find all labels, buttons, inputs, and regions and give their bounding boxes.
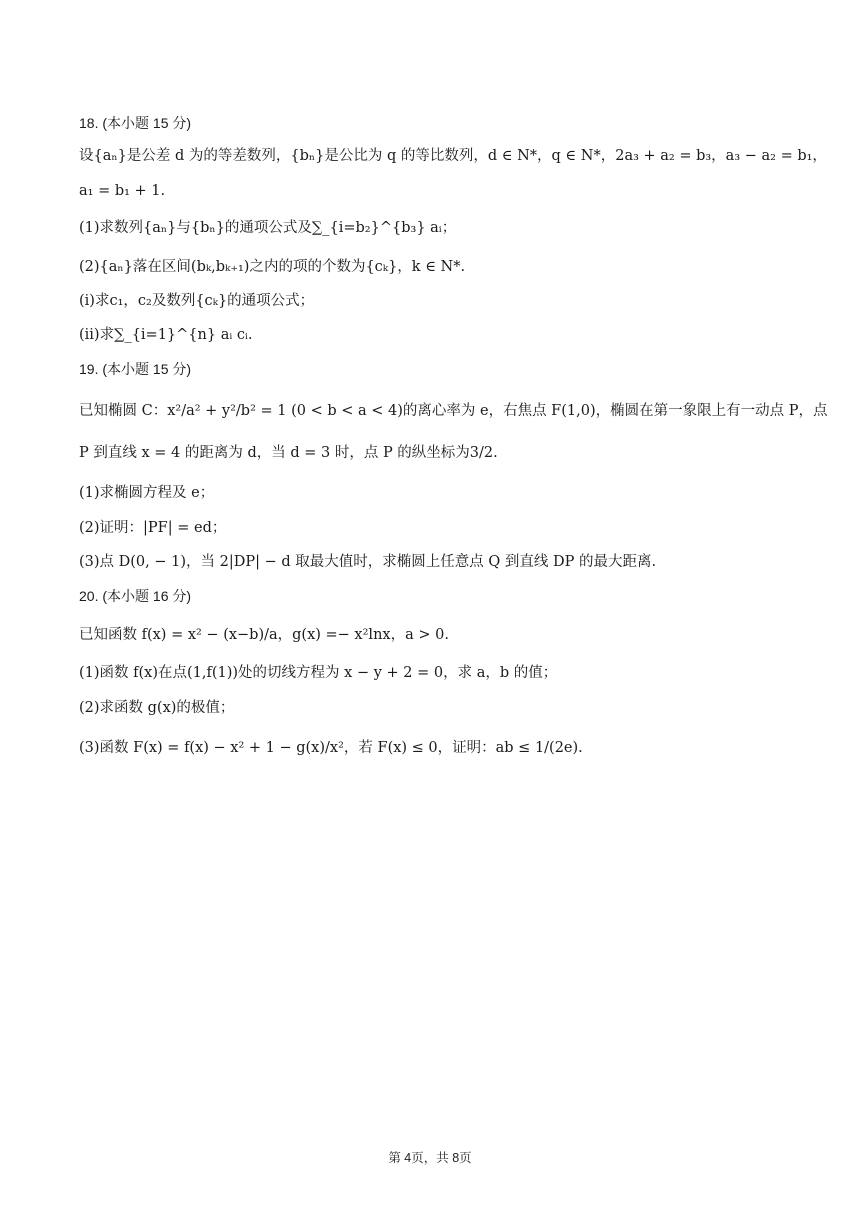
problem-18-part-2: (2){aₙ}落在区间(bₖ,bₖ₊₁)之内的项的个数为{cₖ}，k ∈ N*. bbox=[79, 259, 466, 275]
problem-20-part-2: (2)求函数 g(x)的极值； bbox=[79, 700, 235, 716]
problem-18-stem-line-1: 设{aₙ}是公差 d 为的等差数列，{bₙ}是公比为 q 的等比数列，d ∈ N*，q ∈ N*，2a₃ + a₂ = b₃，a₃ − a₂ = b₁， bbox=[79, 148, 827, 164]
problem-18-part-2-i: (i)求c₁，c₂及数列{cₖ}的通项公式； bbox=[79, 293, 315, 309]
problem-19-part-1: (1)求椭圆方程及 e； bbox=[79, 485, 215, 501]
problem-19-stem-line-2: P 到直线 x = 4 的距离为 d，当 d = 3 时，点 P 的纵坐标为3/2. bbox=[79, 445, 498, 461]
problem-18-stem-line-2: a₁ = b₁ + 1. bbox=[79, 183, 166, 199]
problem-18-part-2-ii: (ii)求∑_{i=1}^{n} aᵢ cᵢ. bbox=[79, 327, 253, 343]
problem-20-title: 20. (本小题 16 分) bbox=[79, 588, 192, 604]
problem-20-part-3: (3)函数 F(x) = f(x) − x² + 1 − g(x)/x²，若 F(x) ≤ 0，证明：ab ≤ 1/(2e). bbox=[79, 740, 583, 756]
problem-19-stem-line-1: 已知椭圆 C：x²/a² + y²/b² = 1 (0 < b < a < 4)的离心率为 e，右焦点 F(1,0)，椭圆在第一象限上有一动点 P，点 bbox=[79, 403, 828, 419]
problem-18-part-1: (1)求数列{aₙ}与{bₙ}的通项公式及∑_{i=b₂}^{b₃} aᵢ； bbox=[79, 220, 457, 236]
problem-19-part-2: (2)证明：|PF| = ed； bbox=[79, 520, 227, 536]
problem-19-title: 19. (本小题 15 分) bbox=[79, 361, 192, 377]
problem-20-part-1: (1)函数 f(x)在点(1,f(1))处的切线方程为 x − y + 2 = 0，求 a，b 的值； bbox=[79, 665, 558, 681]
page-number-footer: 第 4页，共 8页 bbox=[388, 1151, 472, 1165]
problem-19-part-3: (3)点 D(0, − 1)，当 2|DP| − d 取最大值时，求椭圆上任意点 Q 到直线 DP 的最大距离. bbox=[79, 554, 657, 570]
problem-20-stem: 已知函数 f(x) = x² − (x−b)/a，g(x) =− x²lnx，a > 0. bbox=[79, 627, 449, 643]
problem-18-title: 18. (本小题 15 分) bbox=[79, 115, 192, 131]
